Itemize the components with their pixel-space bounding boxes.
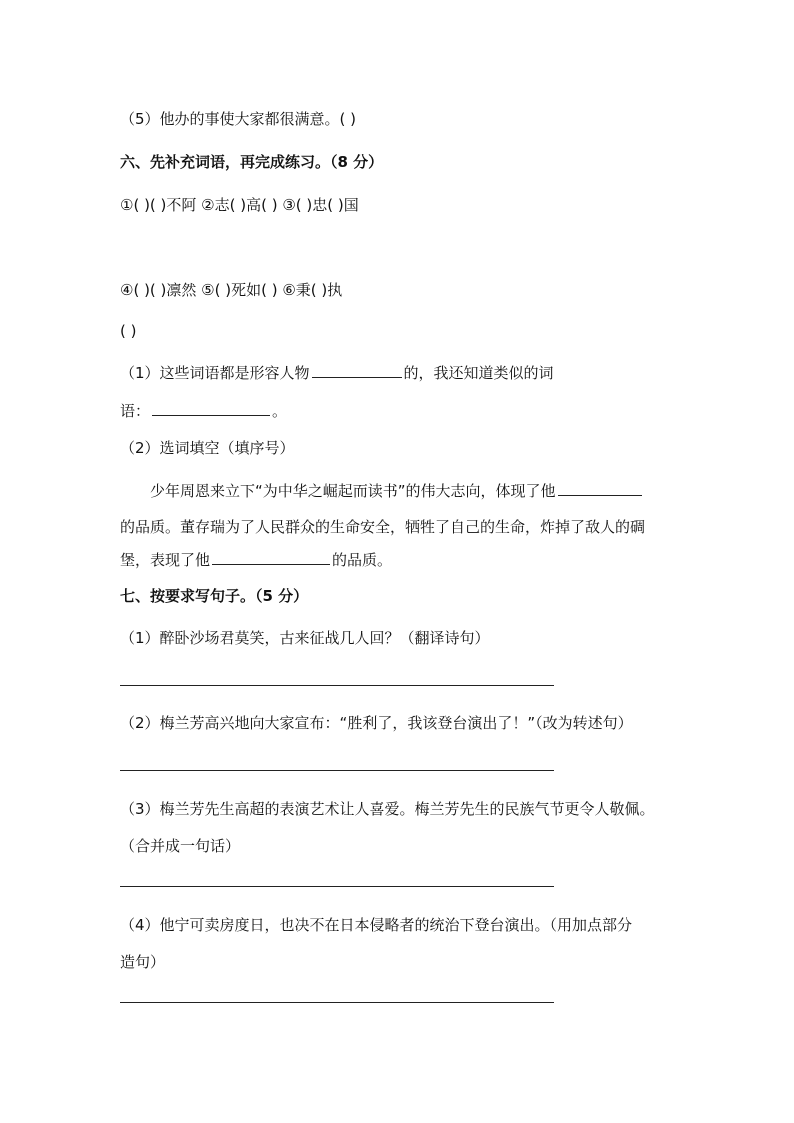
answer-blank[interactable]: [312, 362, 402, 378]
question-1-text-d: 。: [272, 402, 288, 420]
answer-line-2[interactable]: [120, 770, 554, 771]
sentence-task-2: （2）梅兰芳高兴地向大家宣布：“胜利了，我该登台演出了！”（改为转述句）: [120, 714, 633, 732]
section-7-title: 七、按要求写句子。（5 分）: [120, 587, 309, 605]
idioms-row-2: ④( )( )凛然 ⑤( )死如( ) ⑥秉( )执: [120, 281, 343, 299]
question-1-line-1: [120, 362, 554, 383]
paragraph-line-1: [150, 480, 644, 501]
answer-blank[interactable]: [212, 549, 330, 565]
sentence-task-3-line-1: （3）梅兰芳先生高超的表演艺术让人喜爱。梅兰芳先生的民族气节更令人敬佩。: [120, 800, 655, 818]
item-5-sentence: （5）他办的事使大家都很满意。( ): [120, 110, 357, 128]
answer-line-1[interactable]: [120, 685, 554, 686]
paragraph-text-3a: 堡，表现了他: [120, 551, 211, 569]
question-1-text-a: （1）这些词语都是形容人物: [120, 364, 310, 382]
sentence-task-3-line-2: （合并成一句话）: [120, 837, 241, 855]
paragraph-text-3b: 的品质。: [332, 551, 393, 569]
paragraph-line-3: [120, 549, 392, 570]
section-6-title: 六、先补充词语，再完成练习。（8 分）: [120, 153, 384, 171]
answer-line-4[interactable]: [120, 1002, 554, 1003]
sentence-task-1: （1）醉卧沙场君莫笑，古来征战几人回？（翻译诗句）: [120, 629, 490, 647]
sentence-task-4-line-1: （4）他宁可卖房度日，也决不在日本侵略者的统治下登台演出。（用加点部分: [120, 916, 633, 934]
question-1-text-b: 的，我还知道类似的词: [403, 364, 554, 382]
question-1-line-2: [120, 400, 287, 421]
paragraph-text-1: 少年周恩来立下“为中华之崛起而读书”的伟大志向，体现了他: [150, 482, 556, 500]
question-2-title: （2）选词填空（填序号）: [120, 439, 295, 457]
paragraph-line-2: 的品质。董存瑞为了人民群众的生命安全，牺牲了自己的生命，炸掉了敌人的碉: [120, 518, 646, 536]
answer-blank[interactable]: [152, 400, 270, 416]
answer-blank[interactable]: [558, 480, 642, 496]
answer-line-3[interactable]: [120, 886, 554, 887]
idioms-row-1: ①( )( )不阿 ②志( )高( ) ③( )忠( )国: [120, 196, 359, 214]
idioms-row-3: ( ): [120, 322, 137, 340]
question-1-text-c: 语：: [120, 402, 151, 420]
sentence-task-4-line-2: 造句）: [120, 953, 166, 971]
